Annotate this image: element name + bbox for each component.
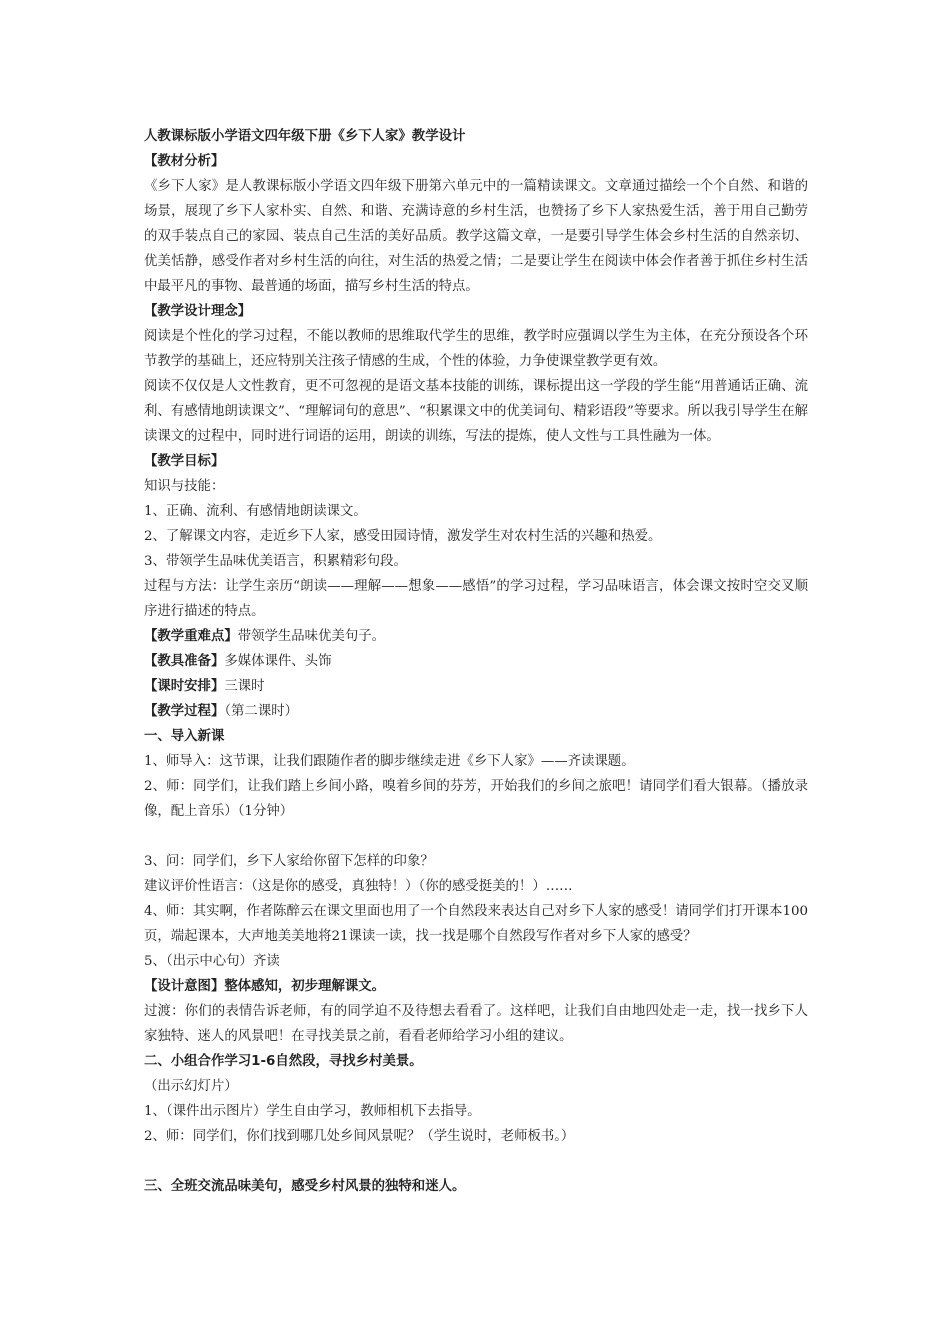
- time-line: [144, 674, 808, 699]
- section-2-item-1: 1、（课件出示图片）学生自由学习，教师相机下去指导。: [144, 1104, 481, 1119]
- section-2-item-2: 2、师：同学们，你们找到哪几处乡间风景呢？（学生说时，老师板书。）: [144, 1129, 575, 1144]
- heading-analysis: 【教材分析】: [144, 154, 225, 169]
- section-1-item-6: 5、（出示中心句）齐读: [144, 954, 280, 969]
- section-1-item-3: 3、问：同学们，乡下人家给你留下怎样的印象？: [144, 854, 434, 869]
- heading-goals: 【教学目标】: [144, 454, 225, 469]
- section-1-item-5: 4、师：其实啊，作者陈醉云在课文里面也用了一个自然段来表达自己对乡下人家的感受！请同学们打开课本100页，端起课本，大声地美美地将21课读一读，找一找是哪个自然段写作者对乡下人家的感受？: [144, 904, 808, 944]
- document-page: [144, 124, 808, 1199]
- heading-key: 【教学重难点】: [144, 629, 238, 644]
- section-2-heading: 二、小组合作学习1-6自然段，寻找乡村美景。: [144, 1054, 423, 1069]
- section-2-note: （出示幻灯片）: [144, 1079, 238, 1094]
- section-1-item-1: 1、师导入：这节课，让我们跟随作者的脚步继续走进《乡下人家》——齐读课题。: [144, 754, 635, 769]
- paragraph-concept-1: 阅读是个性化的学习过程，不能以教师的思维取代学生的思维，教学时应强调以学生为主体，在充分预设各个环节教学的基础上，还应特别关注孩子情感的生成，个性的体验，力争使课堂教学更有效。: [144, 329, 808, 369]
- goal-item-2: 2、了解课文内容，走近乡下人家，感受田园诗情，激发学生对农村生活的兴趣和热爱。: [144, 529, 662, 544]
- design-intent: 【设计意图】整体感知，初步理解课文。: [144, 979, 386, 994]
- key-text: 带领学生品味优美句子。: [237, 629, 386, 644]
- section-3-heading: 三、全班交流品味美句，感受乡村风景的独特和迷人。: [144, 1179, 466, 1194]
- tools-line: [144, 649, 808, 674]
- tools-text: 多媒体课件、头饰: [224, 654, 332, 669]
- blank-line: [144, 1149, 808, 1174]
- heading-time: 【课时安排】: [144, 679, 225, 694]
- goal-item-1: 1、正确、流利、有感情地朗读课文。: [144, 504, 367, 519]
- transition-paragraph: 过渡：你们的表情告诉老师，有的同学迫不及待想去看看了。这样吧，让我们自由地四处走一走，找一找乡下人家独特、迷人的风景吧！在寻找美景之前，看看老师给学习小组的建议。: [144, 1004, 808, 1044]
- goal-process: 过程与方法：让学生亲历“朗读——理解——想象——感悟”的学习过程，学习品味语言，体会课文按时空交叉顺序进行描述的特点。: [144, 579, 808, 619]
- goal-item-3: 3、带领学生品味优美语言，积累精彩句段。: [144, 554, 407, 569]
- process-line: [144, 699, 808, 724]
- goal-intro: 知识与技能：: [144, 479, 225, 494]
- section-1-heading: 一、导入新课: [144, 729, 225, 744]
- key-points-line: [144, 624, 808, 649]
- heading-concept: 【教学设计理念】: [144, 304, 252, 319]
- heading-process: 【教学过程】: [144, 704, 225, 719]
- heading-tools: 【教具准备】: [144, 654, 225, 669]
- section-1-item-4: 建议评价性语言：（这是你的感受，真独特！）（你的感受挺美的！）……: [144, 879, 573, 894]
- time-text: 三课时: [224, 679, 265, 694]
- process-text: （第二课时）: [224, 704, 298, 719]
- paragraph-analysis: 《乡下人家》是人教课标版小学语文四年级下册第六单元中的一篇精读课文。文章通过描绘一个个自然、和谐的场景，展现了乡下人家朴实、自然、和谐、充满诗意的乡村生活，也赞扬了乡下人家热爱生活，善于用自己勤劳的双手装点自己的家园、装点自己生活的美好品质。教学这篇文章，一是要引导学生体会乡村生活的自然亲切、优美恬静，感受作者对乡村生活的向往，对生活的热爱之情；二是要让学生在阅读中体会作者善于抓住乡村生活中最平凡的事物、最普通的场面，描写乡村生活的特点。: [144, 179, 808, 294]
- document-title: 人教课标版小学语文四年级下册《乡下人家》教学设计: [144, 129, 466, 144]
- blank-line: [144, 824, 808, 849]
- paragraph-concept-2: 阅读不仅仅是人文性教育，更不可忽视的是语文基本技能的训练，课标提出这一学段的学生能“用普通话正确、流利、有感情地朗读课文”、“理解词句的意思”、“积累课文中的优美词句、精彩语段”等要求。所以我引导学生在解读课文的过程中，同时进行词语的运用，朗读的训练，写法的提炼，使人文性与工具性融为一体。: [144, 379, 808, 444]
- section-1-item-2: 2、师：同学们，让我们踏上乡间小路，嗅着乡间的芬芳，开始我们的乡间之旅吧！请同学们看大银幕。（播放录像，配上音乐）（1分钟）: [144, 779, 808, 819]
